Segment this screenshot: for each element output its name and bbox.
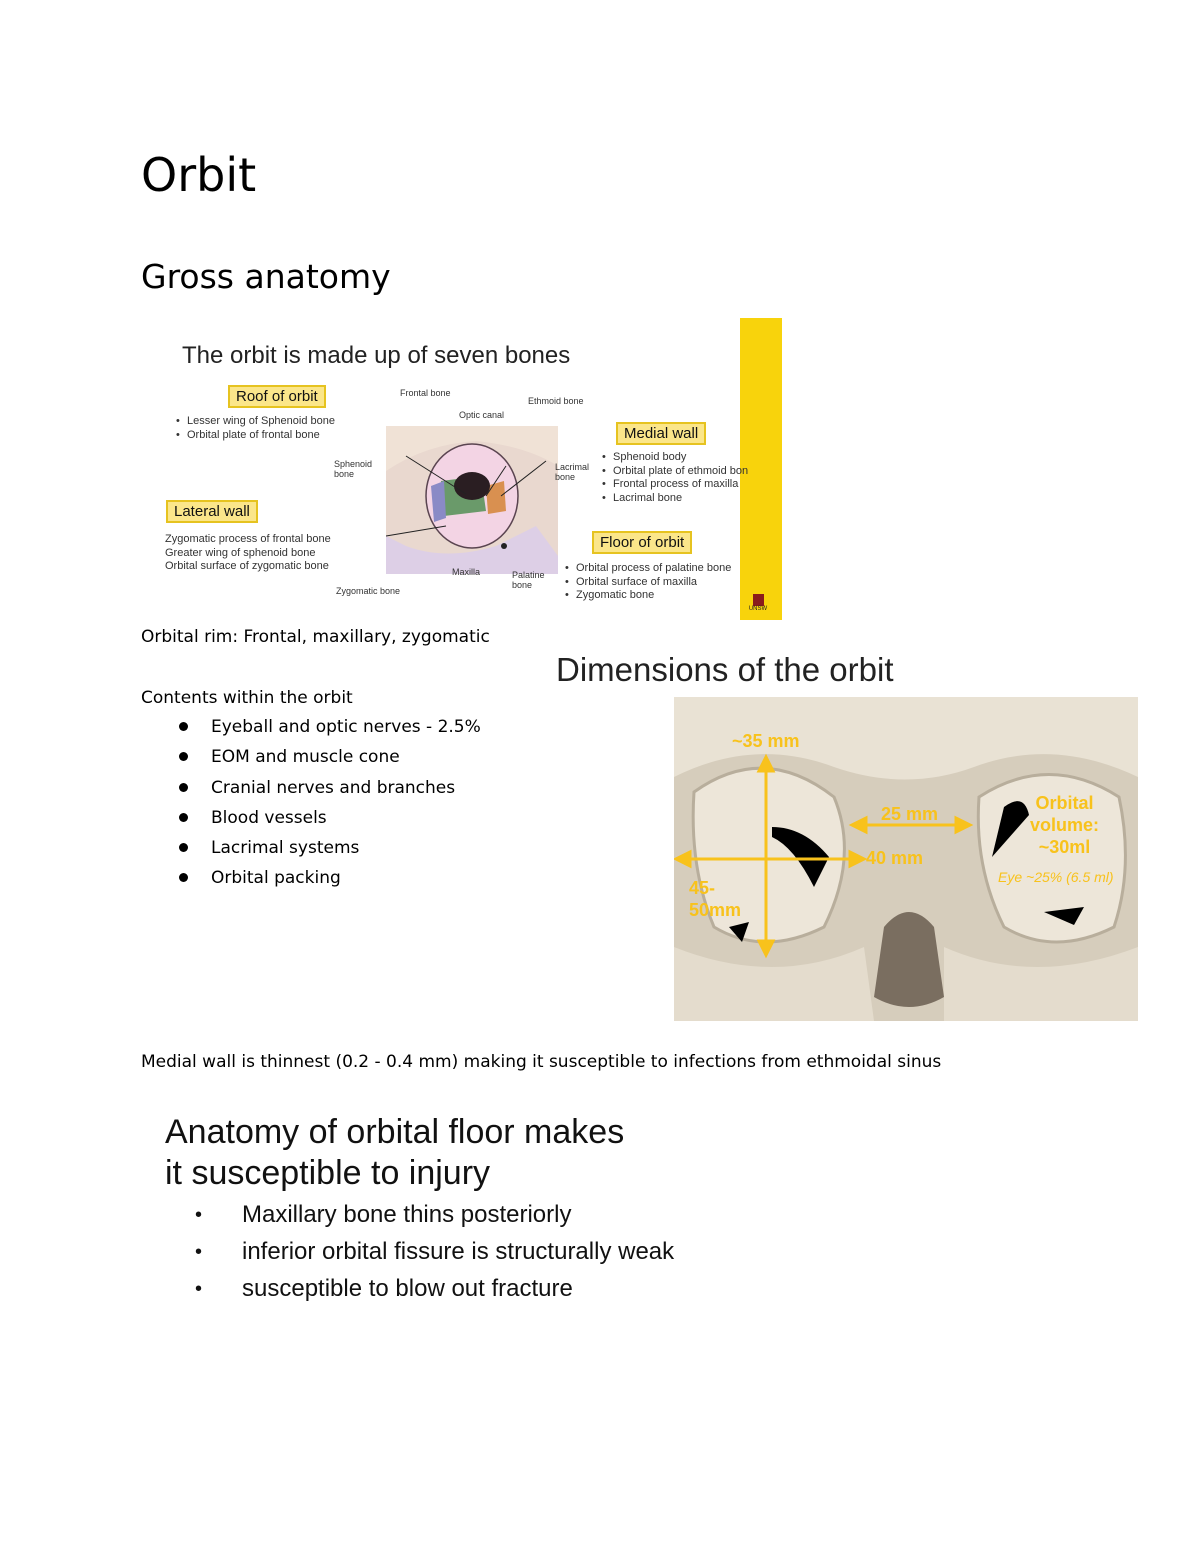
volume-label: [1030, 792, 1099, 858]
label-optic-canal: Optic canal: [459, 410, 505, 420]
label-zygomatic-bone: Zygomatic bone: [336, 586, 401, 596]
list-item: Blood vessels: [141, 806, 481, 836]
list-item: • Zygomatic bone: [563, 589, 773, 603]
list-item: • Lesser wing of Sphenoid bone: [174, 415, 384, 429]
list-item: • inferior orbital fissure is structurally weak: [190, 1237, 722, 1267]
page-title: Orbit: [141, 148, 257, 202]
eye-volume-label: Eye ~25% (6.5 ml): [998, 869, 1114, 885]
list-item: • Zygomatic process of frontal bone: [158, 533, 348, 547]
list-item: • Orbital surface of zygomatic bone: [158, 560, 348, 574]
volume-line-3: ~30ml: [1038, 837, 1091, 857]
title-line-2: it susceptible to injury: [165, 1154, 491, 1192]
height-measure-label: ~35 mm: [732, 731, 800, 751]
list-item: Eyeball and optic nerves - 2.5%: [141, 715, 481, 745]
unsw-logo: [744, 594, 772, 616]
seven-bones-slide: [158, 318, 782, 620]
list-item: Lacrimal systems: [141, 836, 481, 866]
medial-wall-tag: Medial wall: [616, 422, 706, 445]
roof-of-orbit-tag: Roof of orbit: [228, 385, 326, 408]
list-item: Cranial nerves and branches: [141, 776, 481, 806]
floor-of-orbit-tag: Floor of orbit: [592, 531, 692, 554]
label-sphenoid-bone: Sphenoid bone: [334, 459, 373, 479]
lateral-wall-tag: Lateral wall: [166, 500, 258, 523]
floor-of-orbit-list: [563, 562, 773, 603]
label-ethmoid-bone: Ethmoid bone: [528, 396, 584, 406]
list-item: • Orbital process of palatine bone: [563, 562, 773, 576]
depth-line-1: 45-: [689, 878, 716, 898]
label-lacrimal-bone: Lacrimal bone: [555, 462, 590, 482]
orbital-rim-text: Orbital rim: Frontal, maxillary, zygomatic: [141, 627, 490, 647]
medial-wall-note: Medial wall is thinnest (0.2 - 0.4 mm) making it susceptible to infections from ethmoidal sinus: [141, 1052, 942, 1072]
skull-dimensions-photo: [674, 697, 1138, 1021]
orbital-floor-slide-title: [165, 1112, 624, 1194]
list-item: • Greater wing of sphenoid bone: [158, 547, 348, 561]
list-item: • Sphenoid body: [600, 451, 780, 465]
label-frontal-bone: Frontal bone: [400, 388, 451, 398]
roof-of-orbit-list: [174, 415, 384, 442]
depth-line-2: 50mm: [689, 900, 742, 920]
width-measure-label: 40 mm: [866, 848, 924, 868]
list-item: • susceptible to blow out fracture: [190, 1274, 722, 1304]
lateral-wall-list: [158, 533, 348, 574]
orbit-diagram-illustration: [386, 426, 558, 574]
orbital-floor-list: [190, 1200, 722, 1311]
dimensions-slide-title: Dimensions of the orbit: [556, 651, 894, 688]
medial-wall-list: [600, 451, 780, 505]
contents-heading: Contents within the orbit: [141, 688, 353, 708]
slide-title: The orbit is made up of seven bones: [182, 342, 571, 369]
volume-line-1: Orbital: [1035, 793, 1094, 813]
list-item: • Orbital plate of ethmoid bon: [600, 465, 780, 479]
list-item: EOM and muscle cone: [141, 745, 481, 775]
volume-line-2: volume:: [1030, 815, 1100, 835]
list-item: • Maxillary bone thins posteriorly: [190, 1200, 722, 1230]
title-line-1: Anatomy of orbital floor makes: [165, 1113, 625, 1151]
list-item: • Orbital plate of frontal bone: [174, 429, 384, 443]
section-heading: Gross anatomy: [141, 257, 391, 296]
label-palatine-bone: Palatine bone: [512, 570, 545, 590]
label-maxilla: Maxilla: [452, 567, 481, 577]
contents-list: [141, 715, 481, 897]
depth-measure-label: [689, 877, 741, 921]
logo-text: UNSW: [748, 606, 768, 612]
list-item: • Orbital surface of maxilla: [563, 576, 773, 590]
list-item: • Lacrimal bone: [600, 492, 780, 506]
list-item: Orbital packing: [141, 866, 481, 896]
gap-measure-label: 25 mm: [881, 804, 939, 824]
list-item: • Frontal process of maxilla: [600, 478, 780, 492]
